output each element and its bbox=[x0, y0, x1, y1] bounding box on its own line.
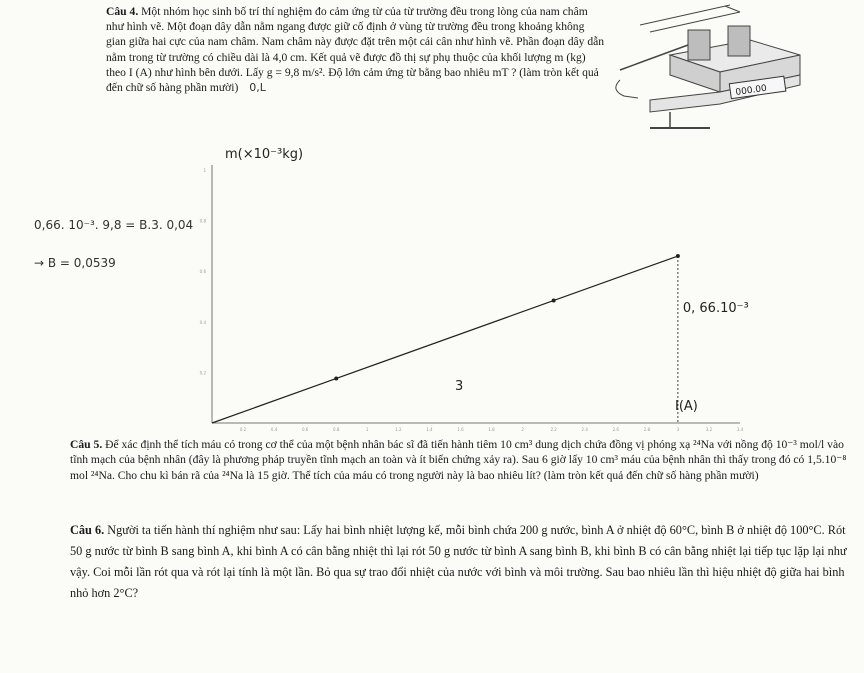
y-tick-label: 0.6 bbox=[199, 269, 206, 275]
handwritten-note-0l: 0,L bbox=[249, 81, 266, 95]
y-tick-label: 0.2 bbox=[199, 370, 206, 376]
question-4 bbox=[106, 4, 606, 95]
x-axis-label: I(A) bbox=[675, 399, 698, 414]
question-5-lead: Câu 5. bbox=[70, 438, 103, 451]
question-5-text: Để xác định thể tích máu có trong cơ thể của một bệnh nhân bác sĩ đã tiến hành tiêm 10 cm³ dung dịch chứa đồng vị phóng xạ ²⁴Na với nồng độ 10⁻³ mol/l vào tĩnh mạch của bệnh nhân (đây là phương pháp truyền tĩnh mạch an toàn và ít biến chứng xảy ra). Sau 6 giờ lấy 10 cm³ máu của bệnh nhân thì thấy trong đó có 1,5.10⁻⁸ mol ²⁴Na. Cho chu kì bán rã của ²⁴Na là 15 giờ. Thể tích của máu có trong người này là bao nhiêu lít? (làm tròn kết quả đến chữ số hàng phần mười) bbox=[70, 438, 847, 482]
x-tick-label: 1 bbox=[366, 427, 369, 432]
x-tick-label: 0.2 bbox=[239, 427, 247, 432]
y-tick-label: 1 bbox=[203, 168, 206, 173]
x-tick-label: 3.2 bbox=[705, 427, 713, 432]
question-5 bbox=[70, 437, 850, 483]
handwritten-calc-line-2: → B = 0,0539 bbox=[34, 256, 116, 270]
handwritten-calc-line-1: 0,66. 10⁻³. 9,8 = B.3. 0,04 bbox=[34, 218, 194, 232]
y-tick-label: 0.8 bbox=[199, 218, 206, 224]
x-tick-label: 2.4 bbox=[581, 427, 588, 432]
x-tick-label: 3 bbox=[676, 427, 680, 432]
x-tick-label: 3.4 bbox=[736, 427, 744, 432]
x-tick-label: 2 bbox=[521, 427, 524, 432]
x-tick-label: 0.8 bbox=[333, 427, 340, 432]
x-tick-label: 2.6 bbox=[612, 427, 619, 432]
x-tick-label: 0.4 bbox=[270, 427, 278, 432]
x-tick-label: 1.4 bbox=[426, 427, 433, 432]
apparatus-illustration bbox=[610, 0, 860, 130]
point-x-label: 3 bbox=[455, 379, 464, 394]
question-4-text: Một nhóm học sinh bố trí thí nghiệm đo cảm ứng từ của từ trường đều trong lòng của nam châm như hình vẽ. Một đoạn dây dẫn nằm ngang được giữ cố định ở vùng từ trường đều trong khoảng không gian giữa hai cực của nam châm. Nam châm này được đặt trên một cái cân như hình vẽ. Phần đoạn dây dẫn nằm trong từ trường có chiều dài là 4,0 cm. Kết quả vẽ được đồ thị sự phụ thuộc của khối lượng m (kg) theo I (A) như hình bên dưới. Lấy g = 9,8 m/s². Độ lớn cảm ứng từ bằng bao nhiêu mT ? (làm tròn kết quả đến chữ số hàng phần mười) bbox=[106, 5, 605, 95]
question-6 bbox=[70, 520, 852, 604]
x-tick-label: 0.6 bbox=[301, 427, 309, 432]
question-4-lead: Câu 4. bbox=[106, 5, 139, 18]
mass-current-chart bbox=[150, 140, 770, 435]
data-point bbox=[552, 299, 556, 303]
x-tick-label: 1.2 bbox=[395, 427, 402, 432]
data-line bbox=[212, 256, 678, 423]
x-tick-label: 1.6 bbox=[457, 427, 464, 432]
data-point bbox=[334, 376, 338, 380]
point-value-label: 0, 66.10⁻³ bbox=[682, 300, 749, 316]
data-point bbox=[676, 254, 680, 258]
x-tick-label: 1.8 bbox=[488, 427, 495, 432]
y-tick-label: 0.4 bbox=[199, 319, 206, 325]
question-6-lead: Câu 6. bbox=[70, 523, 105, 537]
x-tick-label: 2.2 bbox=[550, 427, 557, 432]
y-axis-label: m(×10⁻³kg) bbox=[225, 147, 304, 162]
question-6-text: Người ta tiến hành thí nghiệm như sau: Lấy hai bình nhiệt lượng kế, mỗi bình chứa 200 g nước, bình A ở nhiệt độ 60°C, bình B ở nhiệt độ 100°C. Rót 50 g nước từ bình B sang bình A, khi bình A có cân bằng nhiệt thì lại rót 50 g nước từ bình A sang bình B, khi bình B có cân bằng nhiệt lại tiếp tục lặp lại như vậy. Coi mỗi lần rót qua và rót lại tính là một lần. Bỏ qua sự trao đổi nhiệt của nước với bình và môi trường. Sau bao nhiêu lần thì hiệu nhiệt độ giữa hai bình nhỏ hơn 2°C? bbox=[70, 523, 847, 600]
x-tick-label: 2.8 bbox=[643, 427, 651, 432]
scale-display-value: 000.00 bbox=[734, 83, 768, 98]
